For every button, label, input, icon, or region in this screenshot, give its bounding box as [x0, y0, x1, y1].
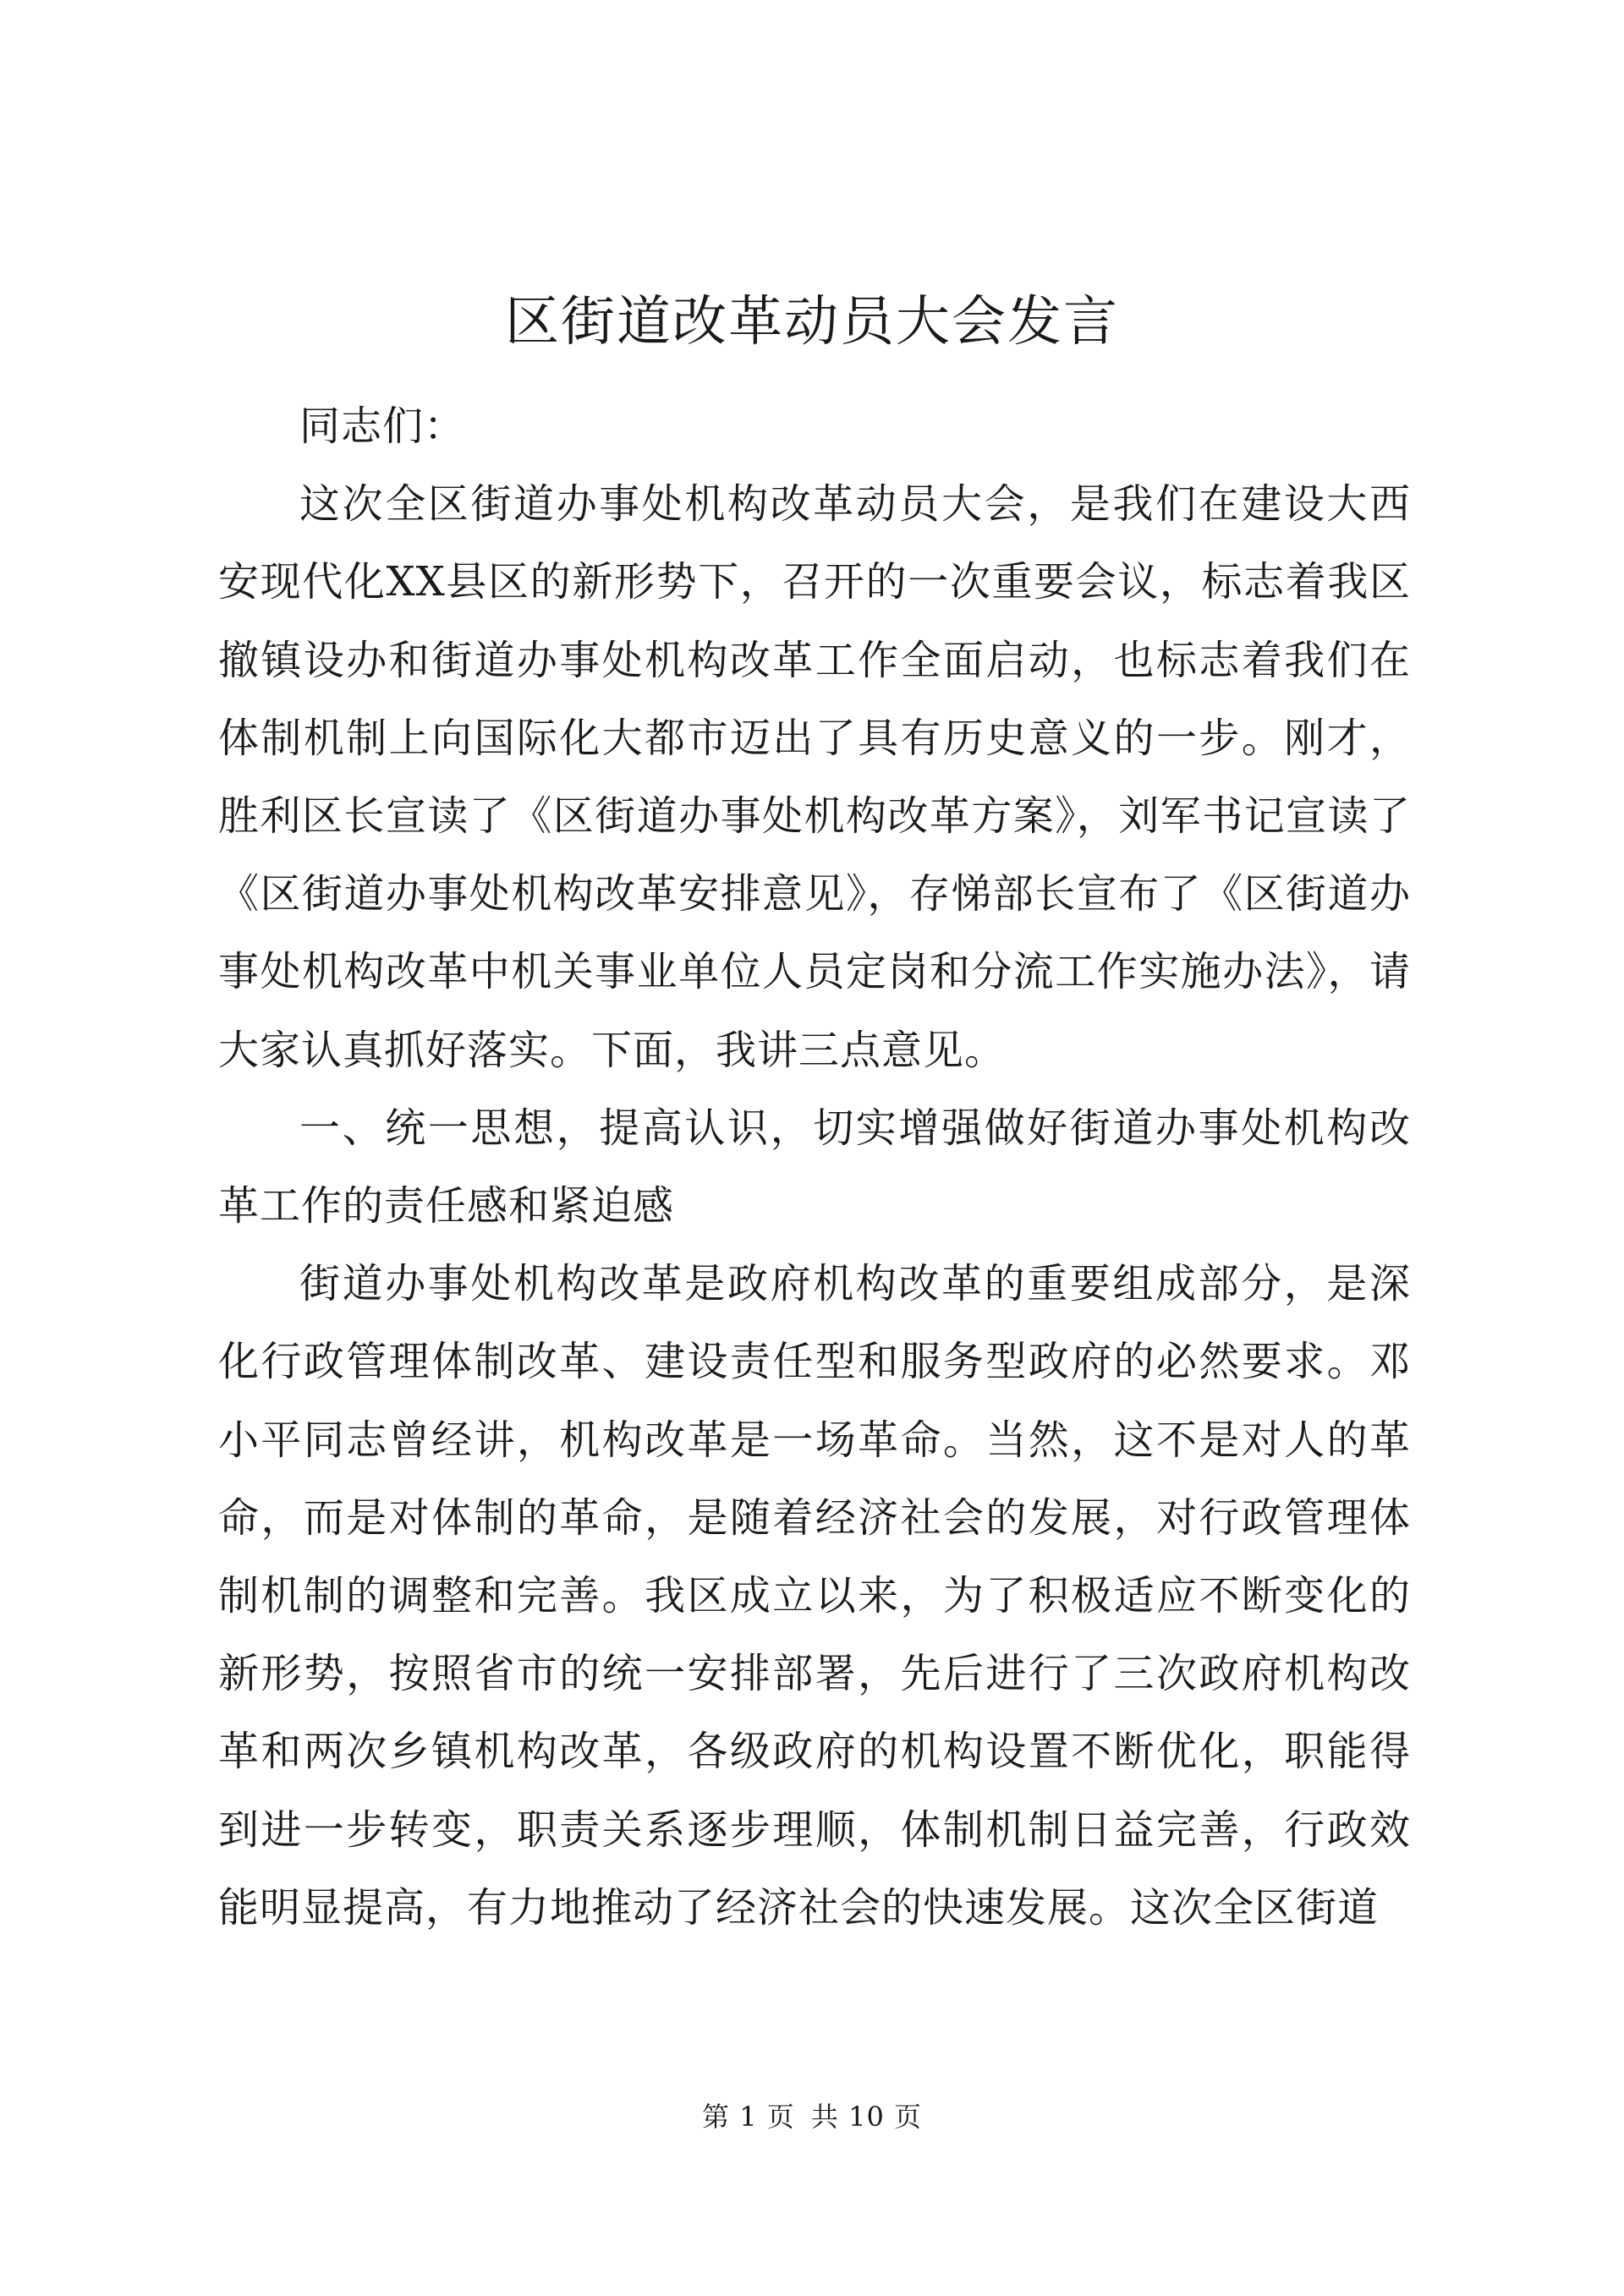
page-footer — [0, 2100, 1624, 2134]
document-title: 区街道改革动员大会发言 — [505, 291, 1119, 353]
section-heading-paragraph: 一、统一思想，提高认识，切实增强做好街道办事处机构改革工作的责任感和紧迫感 — [218, 1104, 1411, 1230]
document-body — [218, 387, 1411, 1947]
page-total: 共 10 页 — [810, 2101, 922, 2133]
salutation-paragraph: 同志们： — [299, 403, 466, 450]
body-paragraph: 街道办事处机构改革是政府机构改革的重要组成部分，是深化行政管理体制改革、建设责任型和服务型政府的必然要求。邓小平同志曾经讲，机构改革是一场革命。当然，这不是对人的革命，而是对体制的革命，是随着经济社会的发展，对行政管理体制机制的调整和完善。我区成立以来，为了积极适应不断变化的新形势，按照省市的统一安排部署，先后进行了三次政府机构改革和两次乡镇机构改革，各级政府的机构设置不断优化，职能得到进一步转变，职责关系逐步理顺，体制机制日益完善，行政效能明显提高，有力地推动了经济社会的快速发展。这次全区街道 — [218, 1260, 1411, 1932]
body-paragraph: 这次全区街道办事处机构改革动员大会，是我们在建设大西安现代化XX县区的新形势下，召开的一次重要会议，标志着我区撤镇设办和街道办事处机构改革工作全面启动，也标志着我们在体制机制上向国际化大都市迈出了具有历史意义的一步。刚才，胜利区长宣读了《区街道办事处机构改革方案》，刘军书记宣读了《区街道办事处机构改革安排意见》，存悌部长宣布了《区街道办事处机构改革中机关事业单位人员定岗和分流工作实施办法》，请大家认真抓好落实。下面，我讲三点意见。 — [218, 480, 1411, 1074]
page-number: 第 1 页 — [702, 2101, 795, 2133]
